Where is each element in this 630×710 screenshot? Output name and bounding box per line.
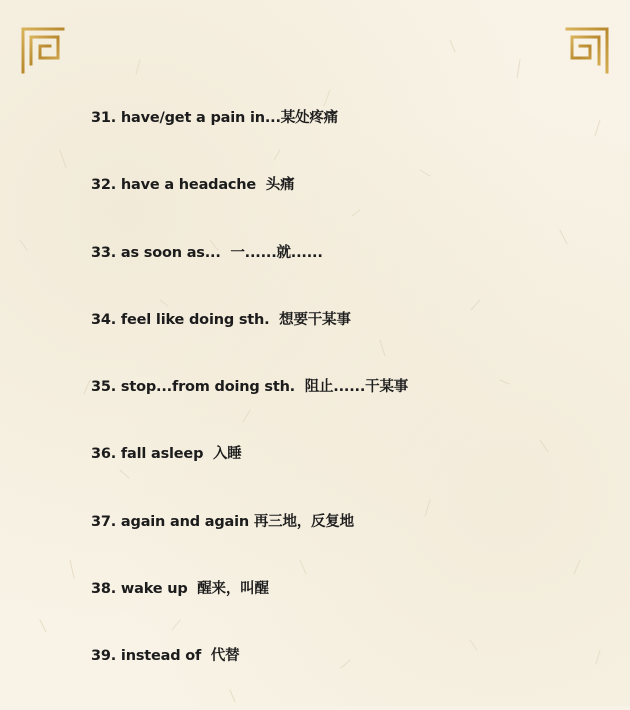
phrase-item: 38. wake up 醒来，叫醒 xyxy=(91,581,269,598)
phrase-item: 39. instead of 代替 xyxy=(91,648,240,665)
phrase-list xyxy=(91,104,408,710)
phrase-item: 37. again and again 再三地，反复地 xyxy=(91,513,354,530)
chinese-fret-corner-icon xyxy=(567,29,607,72)
phrase-item: 36. fall asleep 入睡 xyxy=(91,446,242,463)
phrase-item: 31. have/get a pain in...某处疼痛 xyxy=(91,110,338,126)
phrase-item: 34. feel like doing sth. 想要干某事 xyxy=(91,311,351,328)
phrase-item: 32. have a headache 头痛 xyxy=(91,177,295,194)
phrase-item: 35. stop...from doing sth. 阻止......干某事 xyxy=(91,379,409,396)
phrase-item: 33. as soon as... 一......就...... xyxy=(91,244,323,261)
chinese-fret-corner-icon xyxy=(23,29,63,72)
